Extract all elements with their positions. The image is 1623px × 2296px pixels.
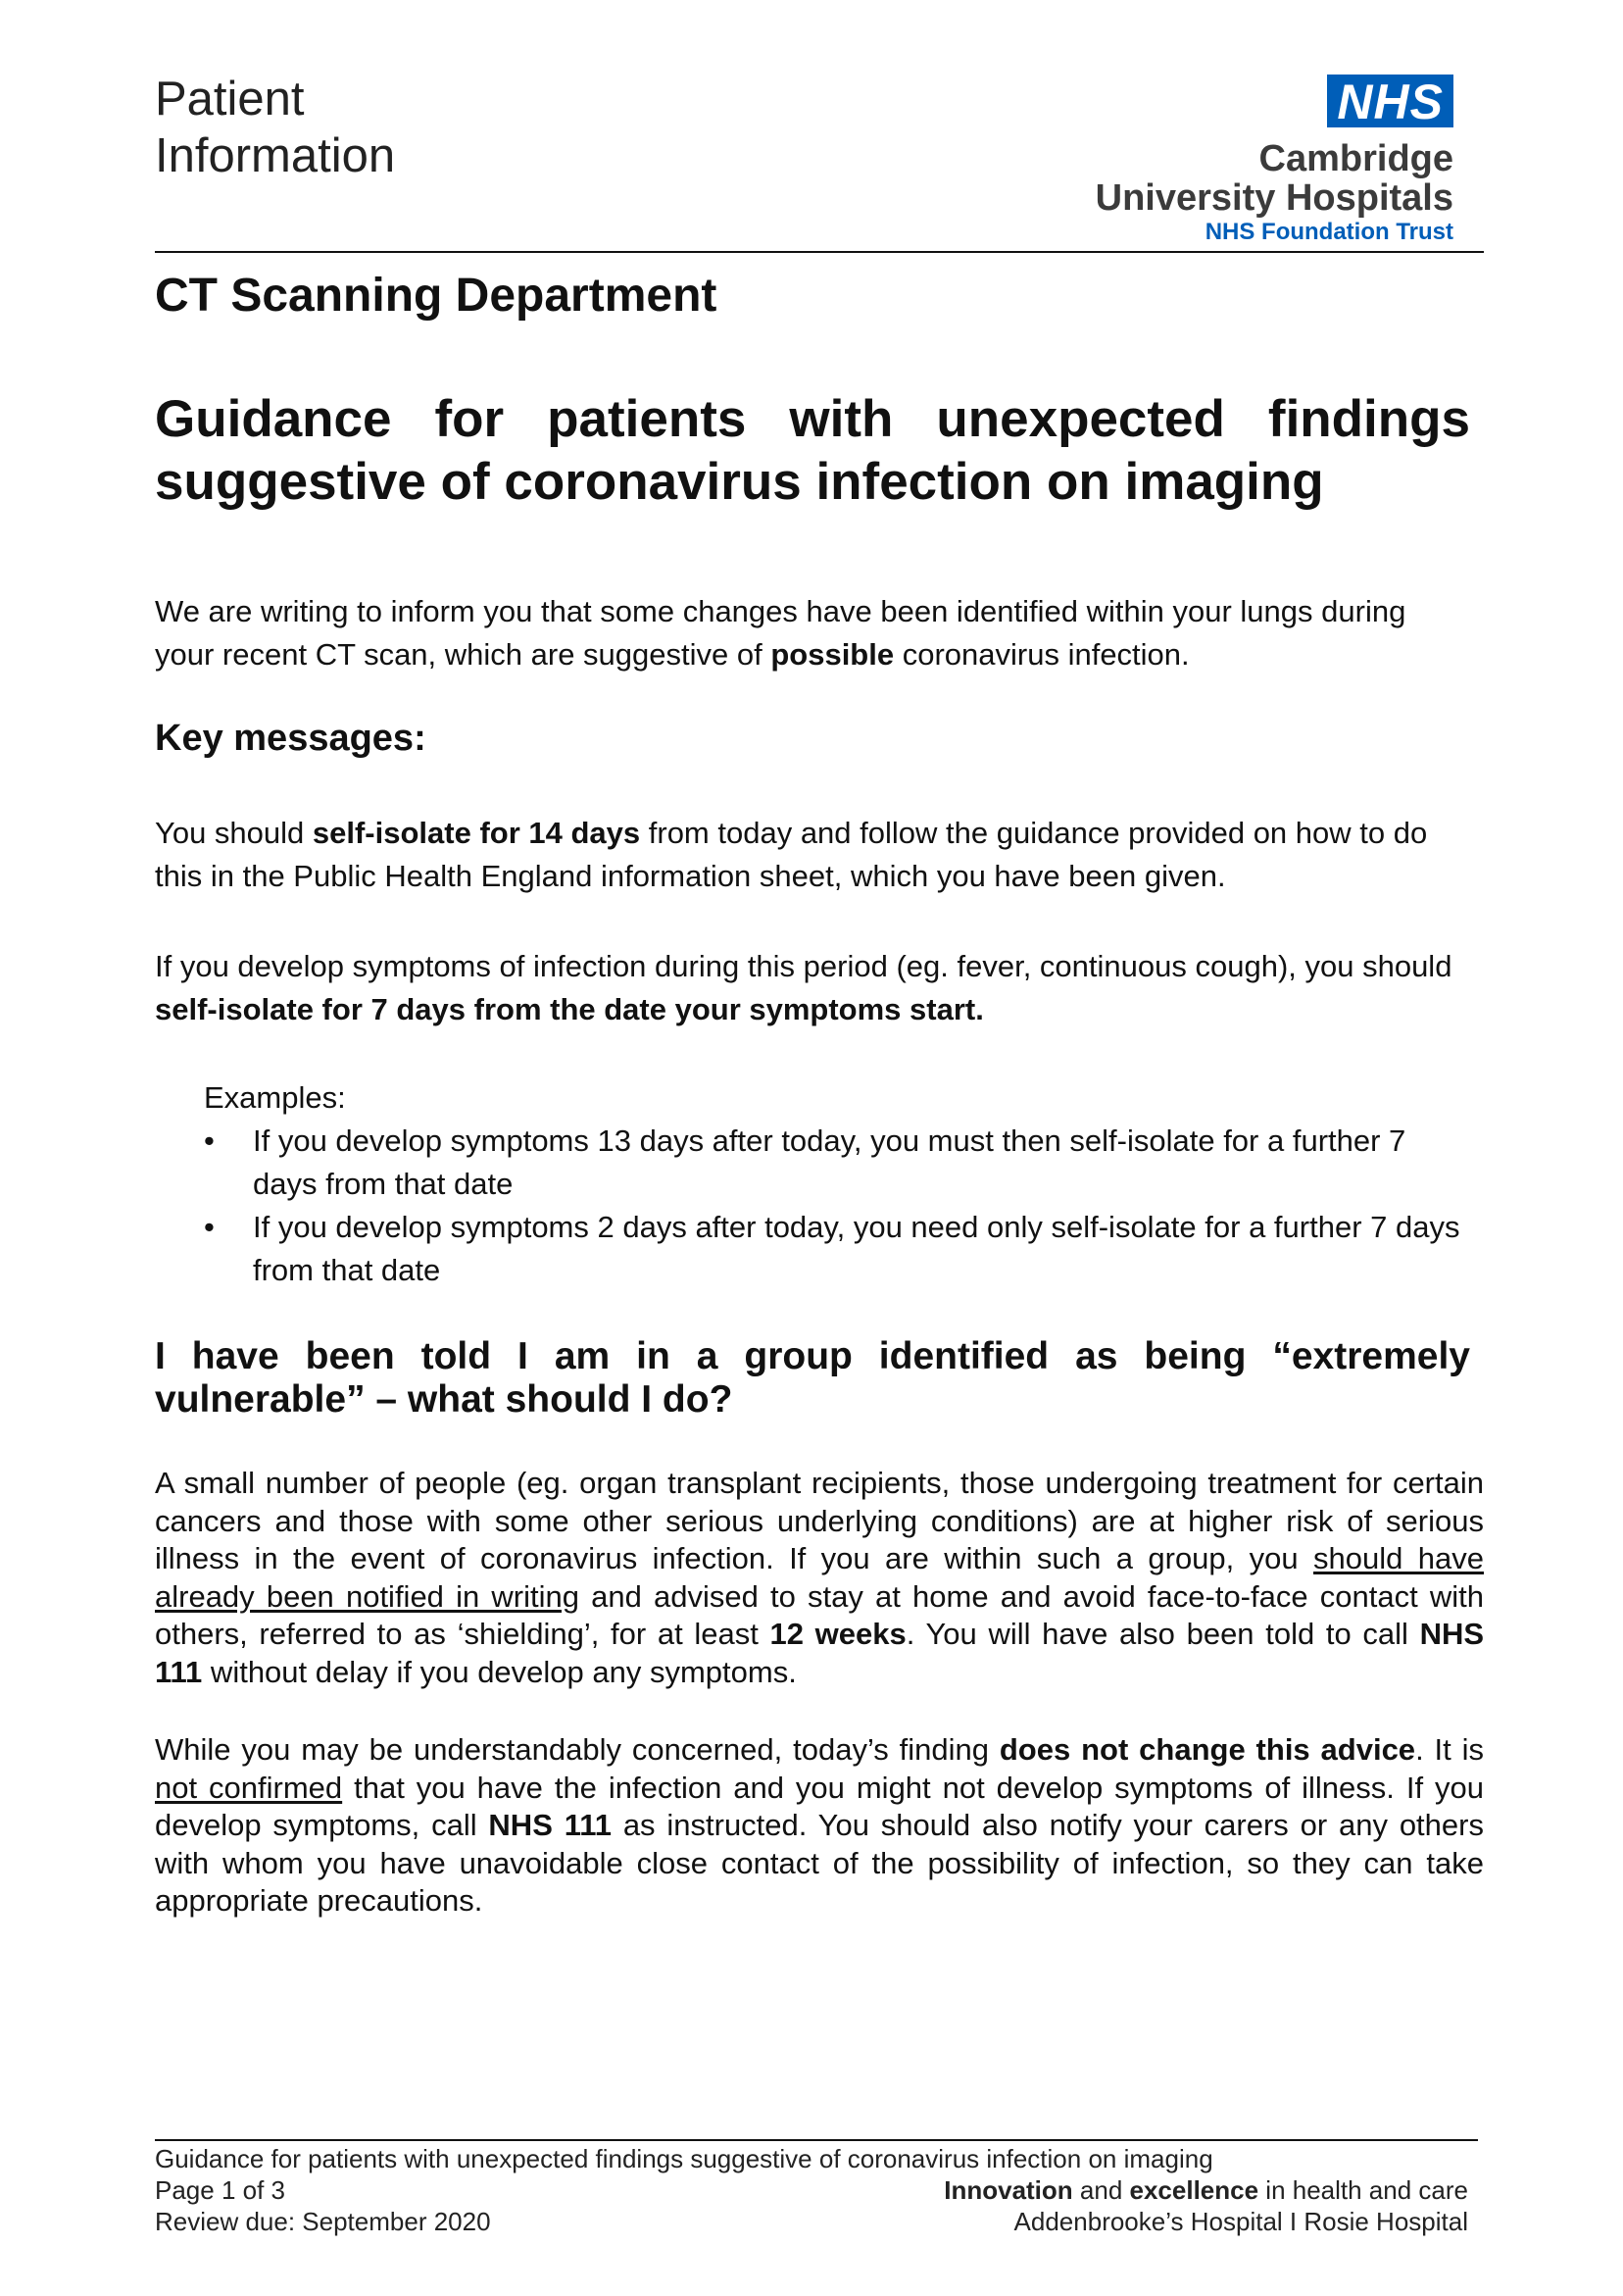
- tagline-bold-1: Innovation: [944, 2175, 1073, 2205]
- bullet-icon: •: [204, 1123, 215, 1158]
- para4-text-4: as instructed. You should also notify your carers or any others with whom you have unavoidable close contact of the possibility of infection, so they can take appropriate precautions.: [155, 1808, 1484, 1918]
- intro-bold: possible: [770, 637, 895, 672]
- para4-bold-advice: does not change this advice: [999, 1732, 1416, 1767]
- para3-bold-weeks: 12 weeks: [769, 1617, 907, 1651]
- nhs-badge: NHS: [1327, 75, 1453, 127]
- para3-text-4: without delay if you develop any symptoms.: [202, 1654, 797, 1689]
- logo-line-3: NHS Foundation Trust: [1205, 219, 1453, 245]
- vulnerable-heading: I have been told I am in a group identified as being “extremely vulnerable” – what should I do?: [155, 1335, 1470, 1421]
- key-messages-heading: Key messages:: [155, 718, 426, 759]
- para2-text: If you develop symptoms of infection during this period (eg. fever, continuous cough), you should: [155, 949, 1452, 983]
- footer-hospitals: Addenbrooke’s Hospital I Rosie Hospital: [1013, 2207, 1468, 2236]
- logo-line-2: University Hospitals: [1095, 177, 1453, 219]
- para1-text: You should: [155, 816, 313, 850]
- footer-row-review: [155, 2206, 1468, 2237]
- example-text: If you develop symptoms 13 days after today, you must then self-isolate for a further 7 days from that date: [253, 1123, 1406, 1201]
- tagline-text-1: and: [1072, 2175, 1130, 2205]
- intro-text-end: coronavirus infection.: [894, 637, 1190, 672]
- footer-divider: [155, 2139, 1478, 2141]
- para1-text-end: from today and follow the guidance provided on how to do this in the Public Health England information sheet, which you have been given.: [155, 816, 1428, 893]
- label-line-2: Information: [155, 129, 396, 182]
- tagline-bold-2: excellence: [1129, 2175, 1259, 2205]
- bullet-icon: •: [204, 1210, 215, 1244]
- intro-text: We are writing to inform you that some changes have been identified within your lungs during your recent CT scan, which are suggestive of: [155, 594, 1406, 672]
- vulnerable-paragraph: [155, 1465, 1484, 1691]
- para4-text-2: . It is: [1415, 1732, 1485, 1767]
- para2-bold: self-isolate for 7 days from the date your symptoms start.: [155, 992, 984, 1026]
- list-item: [204, 1120, 1468, 1206]
- page-title: Guidance for patients with unexpected findings suggestive of coronavirus infection on imaging: [155, 390, 1470, 511]
- nhs-logo: [1081, 75, 1453, 247]
- advice-paragraph: [155, 1731, 1484, 1921]
- logo-line-1: Cambridge: [1258, 138, 1453, 179]
- examples-list: [204, 1120, 1468, 1292]
- para3-underline: should have already been notified in writing: [155, 1541, 1484, 1614]
- para3-text-3: . You will have also been told to call: [906, 1617, 1420, 1651]
- header-divider: [155, 251, 1484, 253]
- department-heading: CT Scanning Department: [155, 270, 717, 322]
- para4-text-1: While you may be understandably concerned, today’s finding: [155, 1732, 1000, 1767]
- intro-paragraph: [155, 590, 1458, 676]
- para4-bold-nhs111: NHS 111: [488, 1808, 612, 1842]
- example-text: If you develop symptoms 2 days after today, you need only self-isolate for a further 7 days from that date: [253, 1210, 1460, 1287]
- para3-text-2: and advised to stay at home and avoid face-to-face contact with others, referred to as ‘shielding’, for at least: [155, 1578, 1484, 1651]
- footer-review-date: Review due: September 2020: [155, 2207, 491, 2236]
- para3-text-1: A small number of people (eg. organ transplant recipients, those undergoing treatment for certain cancers and those with some other serious underlying conditions) are at higher risk of serious illness in the event of coronavirus infection. If you are within such a group, you: [155, 1466, 1484, 1575]
- list-item: [204, 1206, 1468, 1292]
- symptoms-paragraph: [155, 945, 1458, 1031]
- tagline-text-2: in health and care: [1258, 2175, 1468, 2205]
- footer-tagline: [944, 2174, 1468, 2206]
- para4-text-3: that you have the infection and you might not develop symptoms of illness. If you develop symptoms, call: [155, 1770, 1484, 1842]
- para4-underline: not confirmed: [155, 1770, 343, 1805]
- para3-bold-nhs111: NHS 111: [155, 1617, 1485, 1689]
- footer-row-page: [155, 2174, 1468, 2206]
- footer-page-number: Page 1 of 3: [155, 2175, 285, 2205]
- label-line-1: Patient: [155, 73, 305, 125]
- footer-doc-title: Guidance for patients with unexpected findings suggestive of coronavirus infection on imaging: [155, 2144, 1213, 2173]
- examples-label: Examples:: [204, 1080, 346, 1115]
- patient-information-label: [155, 71, 395, 184]
- para1-bold: self-isolate for 14 days: [312, 816, 641, 850]
- self-isolate-paragraph: [155, 812, 1458, 898]
